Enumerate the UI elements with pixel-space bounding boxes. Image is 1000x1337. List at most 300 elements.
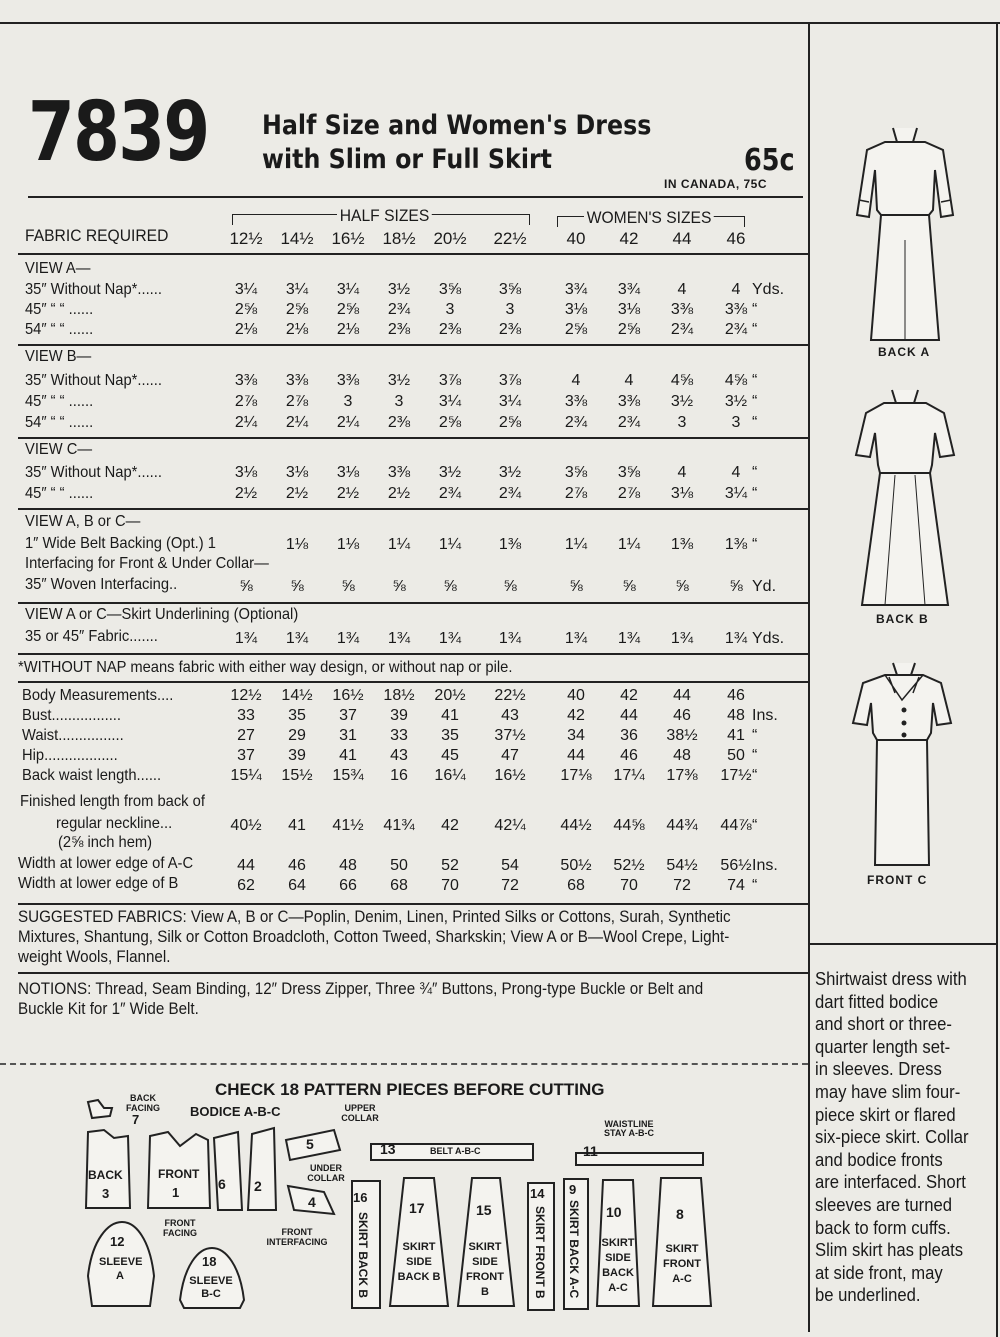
table-cell: ⅝: [290, 578, 304, 595]
table-cell: 70: [441, 877, 459, 894]
description-line: at side front, may: [815, 1261, 943, 1283]
unit-label: Yds.: [752, 281, 785, 298]
view-ac-header: VIEW A or C—Skirt Underlining (Optional): [25, 606, 299, 623]
main-right-border: [808, 22, 810, 1332]
unit-label: Ins.: [752, 707, 778, 724]
table-cell: 54: [501, 857, 519, 874]
p4-num: 4: [308, 1194, 316, 1210]
table-cell: 74: [727, 877, 745, 894]
unit-label: “: [752, 877, 758, 894]
table-cell: 1¾: [670, 630, 694, 647]
row-label: Waist................: [22, 727, 124, 744]
suggested-line3: weight Wools, Flannel.: [18, 948, 171, 966]
p14-num: 14: [530, 1186, 545, 1201]
row-label: 45″ “ “ ......: [25, 301, 94, 318]
finished-label3: (2⅝ inch hem): [58, 834, 153, 851]
table-cell: 42¼: [494, 817, 526, 834]
size-header: 18½: [382, 229, 416, 248]
table-cell: 68: [567, 877, 585, 894]
pattern-title-line2: with Slim or Full Skirt: [262, 144, 553, 175]
under-collar-label: UNDER COLLAR: [307, 1163, 345, 1183]
table-cell: 3: [343, 393, 353, 410]
unit-label: “: [752, 414, 758, 431]
table-cell: 2¼: [336, 414, 360, 431]
size-header: 40: [566, 229, 586, 248]
unit-label: “: [752, 301, 758, 318]
back-b-label: BACK B: [876, 612, 929, 626]
table-cell: 2⅞: [285, 393, 309, 410]
p9-label: SKIRT BACK A-C: [567, 1200, 581, 1299]
table-cell: 47: [501, 747, 519, 764]
size-header: 14½: [280, 229, 314, 248]
belt-label: 1″ Wide Belt Backing (Opt.) 1: [25, 535, 216, 552]
table-cell: 48: [673, 747, 691, 764]
unit-label: Yd.: [752, 578, 777, 595]
table-cell: 2⅝: [285, 301, 309, 318]
table-cell: 1⅜: [670, 536, 694, 553]
table-cell: 2½: [285, 485, 309, 502]
table-cell: 3: [731, 414, 741, 431]
table-cell: 3¼: [724, 485, 748, 502]
table-cell: 29: [288, 727, 306, 744]
table-cell: 44⅝: [613, 817, 645, 834]
table-cell: 54½: [666, 857, 698, 874]
table-cell: 3⅜: [564, 393, 588, 410]
p17-num: 17: [409, 1200, 425, 1216]
table-cell: 41¾: [383, 817, 415, 834]
p8-label: SKIRT FRONT A-C: [663, 1243, 701, 1285]
table-cell: 2⅛: [285, 321, 309, 338]
description-line: six-piece skirt. Collar: [815, 1126, 969, 1148]
size-header: 42: [619, 229, 639, 248]
table-cell: 1⅜: [498, 536, 522, 553]
table-cell: 2⅜: [498, 321, 522, 338]
table-cell: 3⅞: [498, 372, 522, 389]
table-cell: 1¼: [564, 536, 588, 553]
table-cell: 2¾: [724, 321, 748, 338]
section-rule: [18, 437, 808, 439]
table-cell: 3⅝: [564, 464, 588, 481]
table-cell: 3½: [387, 281, 411, 298]
unit-label: “: [752, 485, 758, 502]
row-label: 54″ “ “ ......: [25, 321, 94, 338]
table-cell: 37: [237, 747, 255, 764]
table-cell: 37½: [494, 727, 526, 744]
table-cell: 3½: [724, 393, 748, 410]
table-cell: 72: [673, 877, 691, 894]
table-cell: 15½: [281, 767, 313, 784]
table-cell: 3¼: [336, 281, 360, 298]
unit-label: “: [752, 321, 758, 338]
p10-label: SKIRT SIDE BACK A-C: [601, 1237, 635, 1294]
table-cell: 14½: [281, 687, 313, 704]
back-facing-piece: [86, 1098, 116, 1120]
unit-label: “: [752, 747, 758, 764]
table-cell: 2⅝: [234, 301, 258, 318]
table-cell: 2¾: [564, 414, 588, 431]
table-cell: 39: [390, 707, 408, 724]
row-label: Bust.................: [22, 707, 121, 724]
p10-num: 10: [606, 1204, 622, 1220]
table-cell: 45: [441, 747, 459, 764]
table-cell: 1¾: [234, 630, 258, 647]
table-cell: 17⅜: [666, 767, 698, 784]
table-cell: 44: [567, 747, 585, 764]
view-a-header: VIEW A—: [25, 260, 91, 277]
table-cell: 43: [501, 707, 519, 724]
size-header: 12½: [229, 229, 263, 248]
table-cell: 1¼: [617, 536, 641, 553]
table-cell: 52½: [613, 857, 645, 874]
unit-label: “: [752, 536, 758, 553]
table-cell: 46: [620, 747, 638, 764]
table-cell: 1¼: [438, 536, 462, 553]
price: 65c: [744, 143, 795, 178]
pattern-number: 7839: [28, 85, 209, 180]
sleeve-a-label: SLEEVE A: [99, 1256, 143, 1282]
table-cell: 2⅞: [234, 393, 258, 410]
view-b-header: VIEW B—: [25, 348, 92, 365]
p16-num: 16: [353, 1190, 368, 1205]
p9-num: 9: [569, 1182, 577, 1197]
table-cell: 31: [339, 727, 357, 744]
back-piece-label: BACK: [88, 1168, 123, 1182]
p14-label: SKIRT FRONT B: [533, 1206, 547, 1299]
table-cell: 50½: [560, 857, 592, 874]
table-cell: 1⅛: [336, 536, 360, 553]
table-cell: 3½: [498, 464, 522, 481]
table-cell: 3⅝: [498, 281, 522, 298]
notions-line1: NOTIONS: Thread, Seam Binding, 12″ Dress Zipper, Three ¾″ Buttons, Prong-type Buckle or Belt and: [18, 980, 704, 998]
table-cell: 15¼: [230, 767, 262, 784]
table-cell: 2⅝: [336, 301, 360, 318]
table-cell: 41½: [332, 817, 364, 834]
table-cell: 48: [339, 857, 357, 874]
pieces-separator: [0, 1063, 808, 1065]
table-cell: 1¾: [438, 630, 462, 647]
table-cell: 68: [390, 877, 408, 894]
table-cell: 4: [677, 464, 687, 481]
suggested-line1: SUGGESTED FABRICS: View A, B or C—Poplin, Denim, Linen, Printed Silks or Cottons, Surah, Synthetic: [18, 908, 731, 926]
table-cell: ⅝: [729, 578, 743, 595]
belt-label: BELT A-B-C: [430, 1146, 481, 1156]
table-cell: 3½: [670, 393, 694, 410]
table-cell: 1⅛: [285, 536, 309, 553]
interfacing-label: Interfacing for Front & Under Collar—: [25, 555, 269, 572]
table-cell: 4: [731, 464, 741, 481]
row-label: Back waist length......: [22, 767, 162, 784]
table-cell: 3⅝: [438, 281, 462, 298]
description-line: sleeves are turned: [815, 1194, 952, 1215]
description-line: quarter length set-: [815, 1035, 951, 1057]
section-rule: [18, 508, 808, 510]
table-cell: 34: [567, 727, 585, 744]
table-cell: 42: [567, 707, 585, 724]
section-rule: [18, 602, 808, 604]
pieces-heading: CHECK 18 PATTERN PIECES BEFORE CUTTING: [215, 1080, 605, 1099]
desc-top-border: [808, 943, 998, 945]
back-facing-label: BACK FACING: [125, 1093, 160, 1113]
table-cell: 70: [620, 877, 638, 894]
table-cell: 2¾: [617, 414, 641, 431]
table-cell: 4⅝: [724, 372, 748, 389]
table-cell: ⅝: [443, 578, 457, 595]
description-line: piece skirt or flared: [815, 1103, 956, 1125]
table-cell: 2⅝: [617, 321, 641, 338]
table-cell: 2½: [387, 485, 411, 502]
finished-label1: Finished length from back of: [20, 793, 205, 810]
suggested-rule: [18, 903, 808, 905]
table-cell: 41: [441, 707, 459, 724]
table-cell: 44: [620, 707, 638, 724]
table-cell: ⅝: [503, 578, 517, 595]
table-cell: ⅝: [341, 578, 355, 595]
table-cell: 52: [441, 857, 459, 874]
unit-label: Ins.: [752, 857, 778, 874]
table-cell: ⅝: [675, 578, 689, 595]
table-cell: 2⅜: [387, 414, 411, 431]
table-cell: 50: [727, 747, 745, 764]
table-cell: 44: [673, 687, 691, 704]
table-cell: 42: [441, 817, 459, 834]
size-header: 46: [726, 229, 746, 248]
table-cell: 3⅜: [336, 372, 360, 389]
table-cell: 46: [288, 857, 306, 874]
canada-price: IN CANADA, 75C: [664, 177, 768, 191]
header-rule: [28, 196, 803, 198]
table-cell: 3⅛: [564, 301, 588, 318]
description-line: be underlined.: [815, 1284, 921, 1306]
table-cell: 3¼: [438, 393, 462, 410]
size-header: 22½: [493, 229, 527, 248]
table-cell: 1⅜: [724, 536, 748, 553]
table-cell: 41: [339, 747, 357, 764]
table-cell: 2¾: [438, 485, 462, 502]
table-cell: 3⅛: [617, 301, 641, 318]
front-interfacing-piece: [244, 1126, 280, 1212]
table-cell: 2⅞: [617, 485, 641, 502]
section-rule: [18, 344, 808, 346]
table-cell: 3¼: [498, 393, 522, 410]
table-cell: 3¼: [234, 281, 258, 298]
table-cell: 3¾: [617, 281, 641, 298]
table-cell: 2¾: [498, 485, 522, 502]
row-label: 35″ Without Nap*......: [25, 464, 162, 481]
upper-collar-label: UPPER COLLAR: [341, 1103, 379, 1123]
table-cell: 1¾: [564, 630, 588, 647]
table-cell: 16¼: [434, 767, 466, 784]
description-line: in sleeves. Dress: [815, 1058, 942, 1080]
table-cell: 38½: [666, 727, 698, 744]
front-facing-piece: [210, 1130, 246, 1214]
description-line: and bodice fronts: [815, 1148, 943, 1170]
table-cell: 35: [441, 727, 459, 744]
row-label: 45″ “ “ ......: [25, 393, 94, 410]
table-cell: 27: [237, 727, 255, 744]
width-b-label: Width at lower edge of B: [18, 875, 179, 892]
table-cell: 17¼: [613, 767, 645, 784]
table-cell: 2¾: [670, 321, 694, 338]
p15-num: 15: [476, 1202, 492, 1218]
finished-label2: regular neckline...: [56, 815, 173, 832]
table-cell: 3⅝: [617, 464, 641, 481]
woven-label: 35″ Woven Interfacing..: [25, 576, 178, 593]
table-cell: 2½: [234, 485, 258, 502]
table-cell: 3⅜: [670, 301, 694, 318]
row-label: 45″ “ “ ......: [25, 485, 94, 502]
unit-label: “: [752, 464, 758, 481]
table-cell: 3⅜: [234, 372, 258, 389]
sleeve-bc-label: SLEEVE B-C: [189, 1275, 233, 1300]
p8-num: 8: [676, 1206, 684, 1222]
front-facing-label: FRONT FACING: [162, 1218, 197, 1238]
table-cell: 43: [390, 747, 408, 764]
table-cell: 3⅜: [724, 301, 748, 318]
table-cell: 4: [677, 281, 687, 298]
table-cell: 2⅜: [438, 321, 462, 338]
table-cell: ⅝: [569, 578, 583, 595]
table-cell: 22½: [494, 687, 526, 704]
table-cell: 2⅛: [336, 321, 360, 338]
table-cell: 1¾: [285, 630, 309, 647]
row-label: 54″ “ “ ......: [25, 414, 94, 431]
nap-note: *WITHOUT NAP means fabric with either way design, or without nap or pile.: [18, 659, 513, 676]
unit-label: “: [752, 372, 758, 389]
table-cell: 3: [445, 301, 455, 318]
table-cell: 1¼: [387, 536, 411, 553]
view-ac-label: 35 or 45″ Fabric.......: [25, 628, 158, 645]
row-label: 35″ Without Nap*......: [25, 372, 162, 389]
table-cell: 18½: [383, 687, 415, 704]
table-cell: 2⅝: [564, 321, 588, 338]
table-cell: 1¾: [617, 630, 641, 647]
table-cell: 62: [237, 877, 255, 894]
row-label: Body Measurements....: [22, 687, 174, 704]
unit-label: “: [752, 817, 758, 834]
table-cell: 3⅞: [438, 372, 462, 389]
table-cell: 16½: [332, 687, 364, 704]
table-cell: 2¾: [387, 301, 411, 318]
table-cell: 50: [390, 857, 408, 874]
table-cell: 3⅛: [234, 464, 258, 481]
table-cell: 44¾: [666, 817, 698, 834]
table-cell: 4: [571, 372, 581, 389]
table-cell: 12½: [230, 687, 262, 704]
table-cell: 2¼: [234, 414, 258, 431]
size-header: 20½: [433, 229, 467, 248]
back-b-sketch: [840, 385, 970, 610]
table-cell: 44½: [560, 817, 592, 834]
back-piece-num: 3: [102, 1186, 110, 1201]
front-c-label: FRONT C: [867, 873, 928, 887]
table-cell: 2¼: [285, 414, 309, 431]
sleeve-bc-num: 18: [202, 1254, 217, 1269]
table-cell: 3: [394, 393, 404, 410]
back-a-sketch: [845, 120, 965, 345]
p2-num: 2: [254, 1178, 262, 1194]
table-cell: 4: [731, 281, 741, 298]
table-cell: 4: [624, 372, 634, 389]
table-cell: 2⅝: [438, 414, 462, 431]
table-cell: 16: [390, 767, 408, 784]
size-header: 44: [672, 229, 692, 248]
p6-num: 6: [218, 1176, 226, 1192]
table-cell: 46: [673, 707, 691, 724]
table-cell: ⅝: [622, 578, 636, 595]
section-rule: [18, 253, 808, 255]
table-cell: 1¾: [336, 630, 360, 647]
table-cell: 37: [339, 707, 357, 724]
description-line: Slim skirt has pleats: [815, 1239, 964, 1261]
bodice-label: BODICE A-B-C: [190, 1104, 281, 1119]
table-cell: 36: [620, 727, 638, 744]
p16-label: SKIRT BACK B: [356, 1212, 370, 1298]
description-line: and short or three-: [815, 1013, 952, 1035]
unit-label: Yds.: [752, 630, 785, 647]
right-panel-border: [996, 22, 998, 1337]
table-cell: 3: [677, 414, 687, 431]
table-cell: 42: [620, 687, 638, 704]
table-cell: 41: [727, 727, 745, 744]
front-interfacing-label: FRONT INTERFACING: [266, 1227, 328, 1247]
description-line: are interfaced. Short: [815, 1171, 966, 1193]
table-cell: 20½: [434, 687, 466, 704]
section-rule: [18, 653, 808, 655]
unit-label: “: [752, 393, 758, 410]
belt-num: 13: [380, 1141, 396, 1157]
table-cell: 33: [237, 707, 255, 724]
table-cell: 3⅛: [336, 464, 360, 481]
table-cell: 4⅝: [670, 372, 694, 389]
back-a-label: BACK A: [878, 345, 931, 359]
description-line: back to form cuffs.: [815, 1216, 951, 1238]
table-cell: 72: [501, 877, 519, 894]
suggested-line2: Mixtures, Shantung, Silk or Cotton Broadcloth, Cotton Tweed, Sharkskin; View A or B—Wool Crepe, Light-: [18, 928, 730, 946]
sleeve-a-num: 12: [110, 1234, 125, 1249]
table-cell: 40: [567, 687, 585, 704]
table-cell: 3⅜: [617, 393, 641, 410]
table-cell: ⅝: [392, 578, 406, 595]
womens-sizes-label: WOMEN'S SIZES: [584, 208, 714, 228]
table-cell: 16½: [494, 767, 526, 784]
table-cell: 39: [288, 747, 306, 764]
table-cell: 1¾: [498, 630, 522, 647]
row-label: Hip..................: [22, 747, 118, 764]
fabric-required-label: FABRIC REQUIRED: [25, 226, 169, 245]
description-line: may have slim four-: [815, 1081, 961, 1102]
unit-label: “: [752, 727, 758, 744]
half-sizes-label: HALF SIZES: [337, 206, 432, 226]
back-facing-num: 7: [132, 1112, 140, 1127]
notions-line2: Buckle Kit for 1″ Wide Belt.: [18, 1000, 199, 1018]
table-cell: 15¾: [332, 767, 364, 784]
notions-rule: [18, 972, 808, 974]
table-cell: 3¼: [285, 281, 309, 298]
table-cell: 3⅛: [285, 464, 309, 481]
pattern-title-line1: Half Size and Women's Dress: [262, 110, 652, 141]
row-label: 35″ Without Nap*......: [25, 281, 162, 298]
table-cell: 2⅛: [234, 321, 258, 338]
description-line: Shirtwaist dress with: [815, 968, 967, 989]
p15-label: SKIRT SIDE FRONT B: [466, 1241, 504, 1298]
unit-label: “: [752, 767, 758, 784]
table-cell: 41: [288, 817, 306, 834]
table-cell: 66: [339, 877, 357, 894]
table-cell: 1¾: [387, 630, 411, 647]
table-cell: 44: [237, 857, 255, 874]
table-cell: 1¾: [724, 630, 748, 647]
waist-stay-num: 11: [583, 1143, 598, 1159]
